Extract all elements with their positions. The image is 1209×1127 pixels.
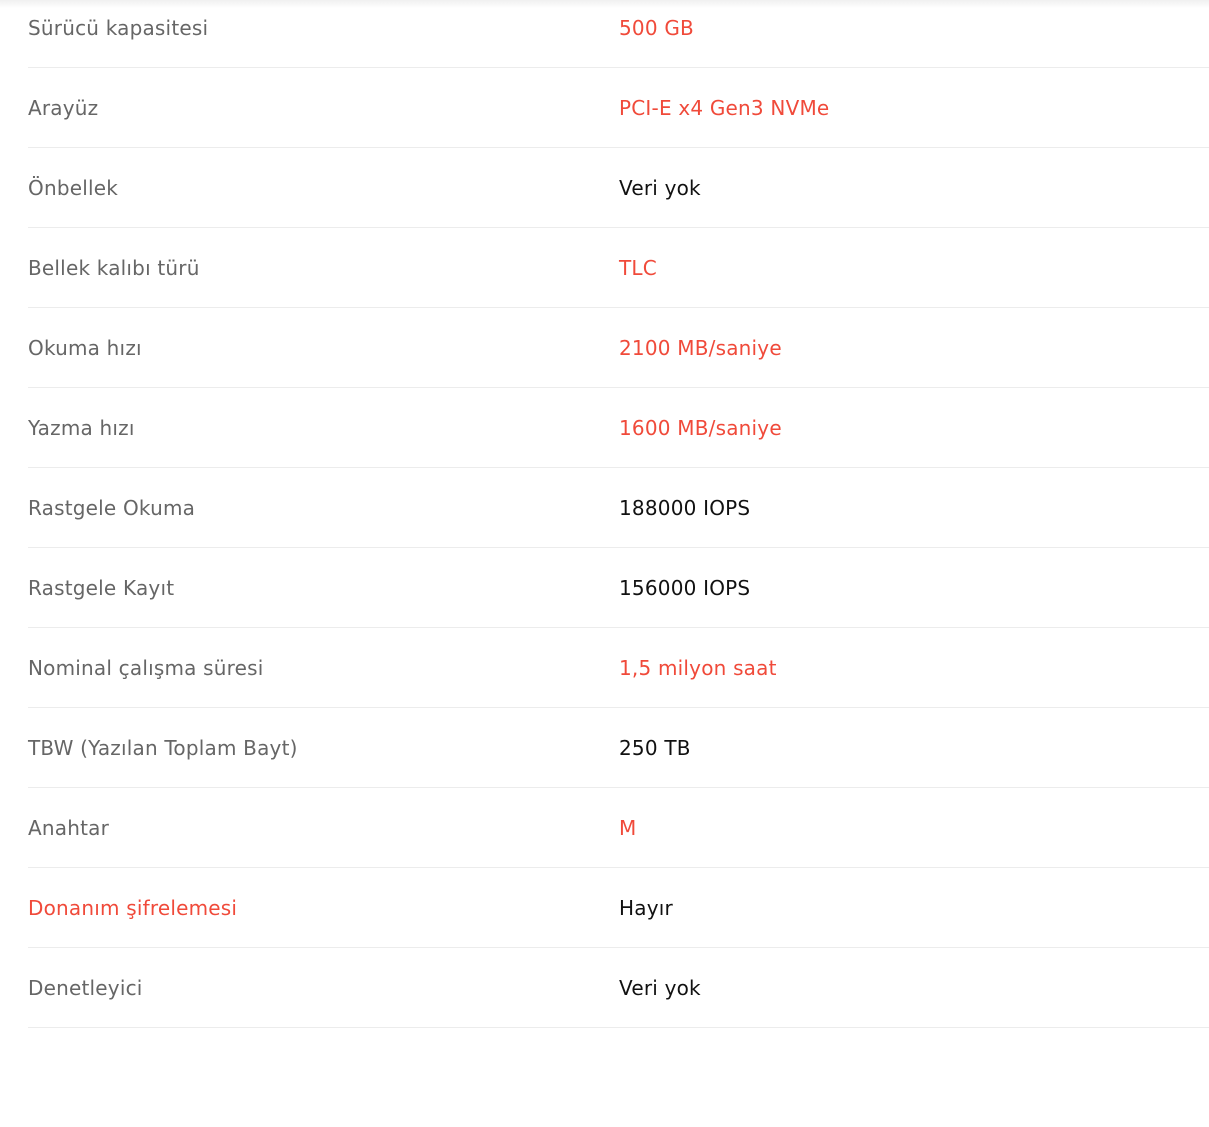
spec-label: Önbellek xyxy=(28,175,119,200)
spec-value-link[interactable]: PCI-E x4 Gen3 NVMe xyxy=(619,95,830,120)
spec-row xyxy=(28,68,1209,148)
spec-label: Yazma hızı xyxy=(28,415,135,440)
spec-label: Arayüz xyxy=(28,95,99,120)
spec-value-link[interactable]: M xyxy=(619,815,637,840)
spec-label: Okuma hızı xyxy=(28,335,142,360)
spec-value-link[interactable]: 1,5 milyon saat xyxy=(619,655,777,680)
spec-row xyxy=(28,948,1209,1028)
spec-label: Anahtar xyxy=(28,815,110,840)
spec-value: 250 TB xyxy=(619,735,691,760)
spec-label: TBW (Yazılan Toplam Bayt) xyxy=(28,735,298,760)
spec-row xyxy=(28,148,1209,228)
spec-label: Denetleyici xyxy=(28,975,143,1000)
spec-label: Rastgele Kayıt xyxy=(28,575,175,600)
spec-value: Hayır xyxy=(619,895,673,920)
spec-label: Rastgele Okuma xyxy=(28,495,196,520)
spec-row xyxy=(28,868,1209,948)
spec-value: 188000 IOPS xyxy=(619,495,751,520)
spec-row xyxy=(28,388,1209,468)
spec-row xyxy=(28,628,1209,708)
spec-label[interactable]: Donanım şifrelemesi xyxy=(28,895,238,920)
spec-row xyxy=(28,708,1209,788)
spec-value: Veri yok xyxy=(619,175,701,200)
spec-table xyxy=(28,0,1209,1028)
spec-row xyxy=(28,548,1209,628)
spec-row xyxy=(28,788,1209,868)
spec-value-link[interactable]: TLC xyxy=(619,255,657,280)
spec-label: Nominal çalışma süresi xyxy=(28,655,264,680)
spec-row xyxy=(28,468,1209,548)
spec-value-link[interactable]: 2100 MB/saniye xyxy=(619,335,782,360)
spec-row xyxy=(28,228,1209,308)
spec-value: 156000 IOPS xyxy=(619,575,751,600)
spec-value: Veri yok xyxy=(619,975,701,1000)
spec-value-link[interactable]: 1600 MB/saniye xyxy=(619,415,782,440)
spec-row xyxy=(28,308,1209,388)
spec-row xyxy=(28,0,1209,68)
spec-value-link[interactable]: 500 GB xyxy=(619,15,694,40)
spec-label: Bellek kalıbı türü xyxy=(28,255,200,280)
spec-label: Sürücü kapasitesi xyxy=(28,15,209,40)
